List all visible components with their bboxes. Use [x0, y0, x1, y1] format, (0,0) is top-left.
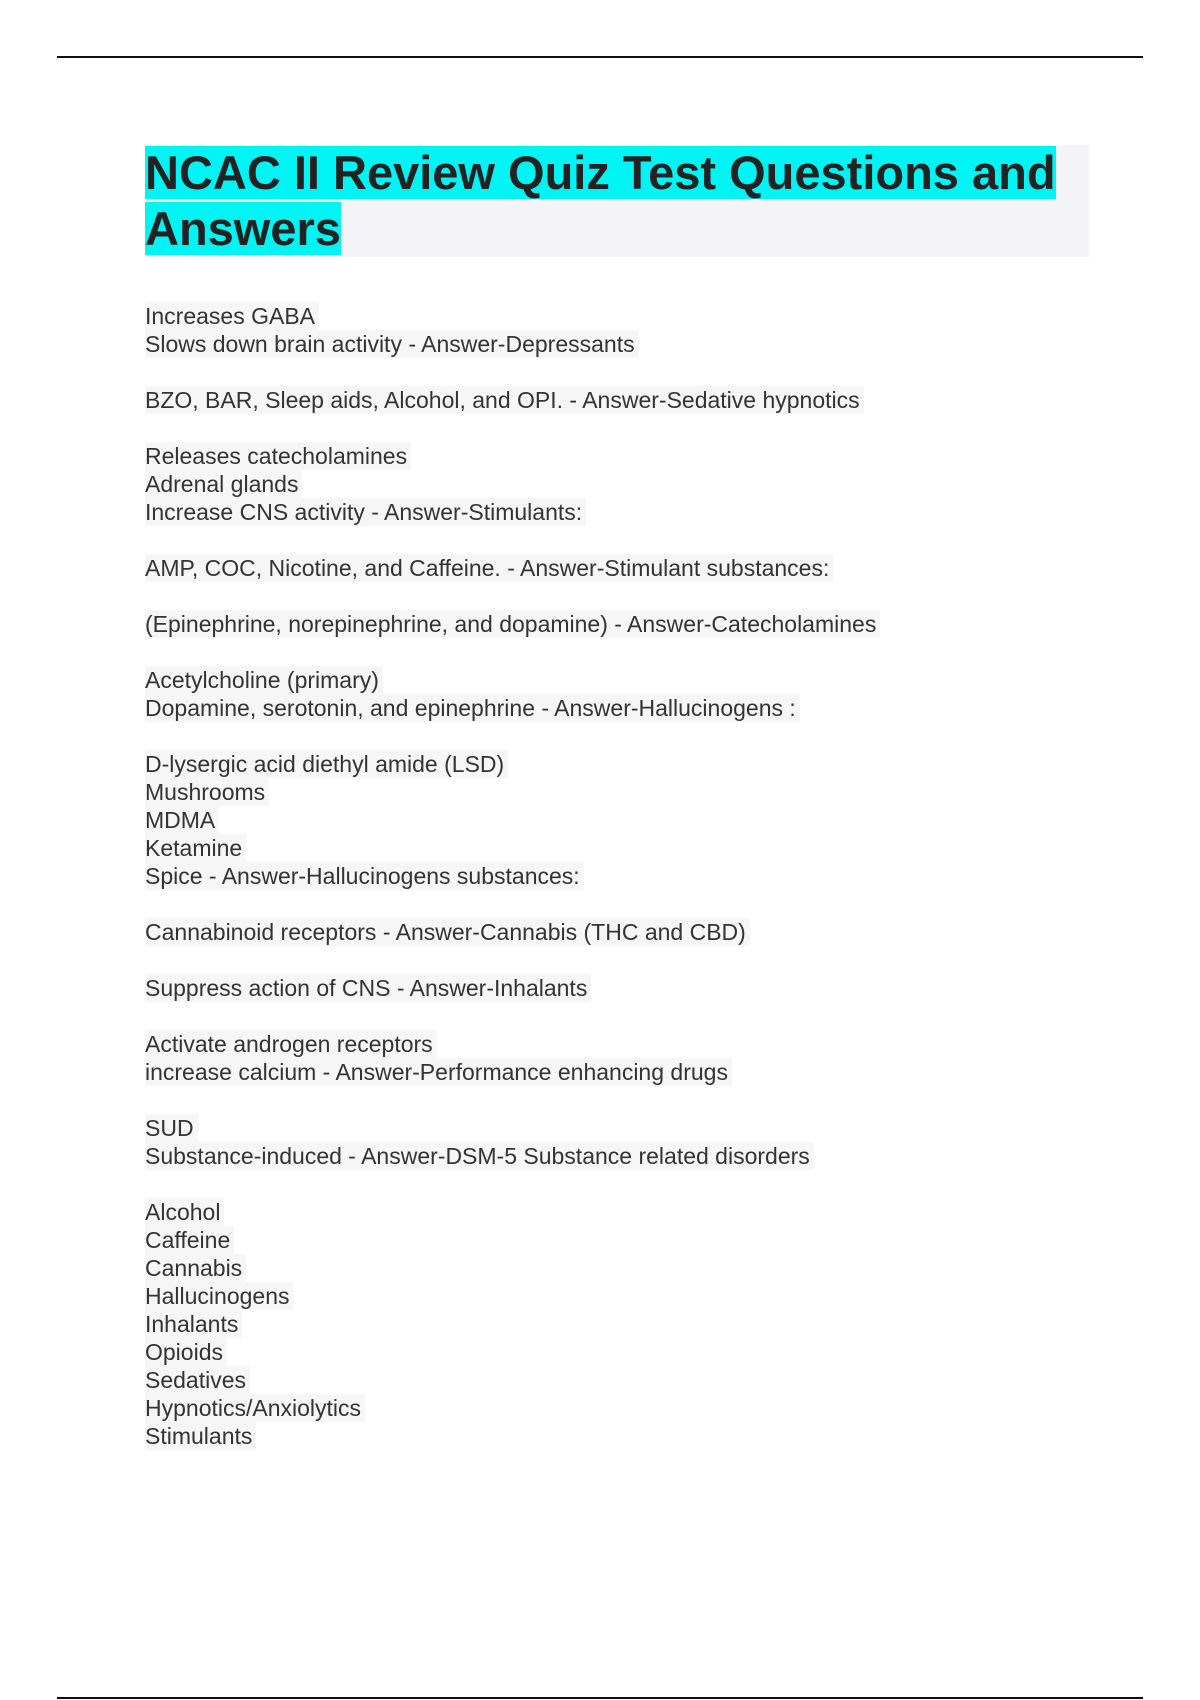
qa-line: Ketamine: [145, 834, 246, 862]
qa-block: [145, 1114, 1105, 1170]
qa-block: [145, 974, 1105, 1002]
title-block: [145, 145, 1089, 257]
qa-line: BZO, BAR, Sleep aids, Alcohol, and OPI. - Answer-Sedative hypnotics: [145, 386, 864, 414]
qa-line: Releases catecholamines: [145, 442, 411, 470]
qa-line: Sedatives: [145, 1366, 250, 1394]
document-title: [145, 145, 1089, 257]
qa-line: Dopamine, serotonin, and epinephrine - Answer-Hallucinogens :: [145, 694, 800, 722]
qa-line: Hallucinogens: [145, 1282, 293, 1310]
qa-block: [145, 1198, 1105, 1450]
qa-block: [145, 918, 1105, 946]
qa-block: [145, 610, 1105, 638]
qa-line: increase calcium - Answer-Performance enhancing drugs: [145, 1058, 732, 1086]
qa-line: AMP, COC, Nicotine, and Caffeine. - Answer-Stimulant substances:: [145, 554, 833, 582]
qa-block: [145, 750, 1105, 890]
qa-block: [145, 666, 1105, 722]
qa-line: Mushrooms: [145, 778, 269, 806]
qa-line: Spice - Answer-Hallucinogens substances:: [145, 862, 584, 890]
qa-line: Opioids: [145, 1338, 227, 1366]
qa-line: Caffeine: [145, 1226, 234, 1254]
qa-line: SUD: [145, 1114, 198, 1142]
qa-line: Substance-induced - Answer-DSM-5 Substance related disorders: [145, 1142, 814, 1170]
qa-line: Cannabinoid receptors - Answer-Cannabis (THC and CBD): [145, 918, 750, 946]
qa-block: [145, 302, 1105, 358]
qa-line: Slows down brain activity - Answer-Depressants: [145, 330, 639, 358]
document-title-text: NCAC II Review Quiz Test Questions and Answers: [145, 146, 1056, 255]
bottom-rule: [57, 1697, 1143, 1699]
qa-line: Increase CNS activity - Answer-Stimulants:: [145, 498, 586, 526]
qa-line: MDMA: [145, 806, 219, 834]
qa-line: Adrenal glands: [145, 470, 302, 498]
qa-block: [145, 1030, 1105, 1086]
qa-line: Stimulants: [145, 1422, 256, 1450]
qa-line: Alcohol: [145, 1198, 224, 1226]
qa-block: [145, 386, 1105, 414]
qa-line: Activate androgen receptors: [145, 1030, 437, 1058]
qa-block: [145, 442, 1105, 526]
qa-line: Hypnotics/Anxiolytics: [145, 1394, 365, 1422]
qa-line: Increases GABA: [145, 302, 319, 330]
top-rule: [57, 56, 1143, 58]
qa-line: Acetylcholine (primary): [145, 666, 383, 694]
qa-line: Suppress action of CNS - Answer-Inhalants: [145, 974, 591, 1002]
qa-line: D-lysergic acid diethyl amide (LSD): [145, 750, 508, 778]
qa-line: (Epinephrine, norepinephrine, and dopamine) - Answer-Catecholamines: [145, 610, 880, 638]
qa-content: [145, 302, 1105, 1478]
qa-line: Cannabis: [145, 1254, 246, 1282]
qa-block: [145, 554, 1105, 582]
qa-line: Inhalants: [145, 1310, 242, 1338]
